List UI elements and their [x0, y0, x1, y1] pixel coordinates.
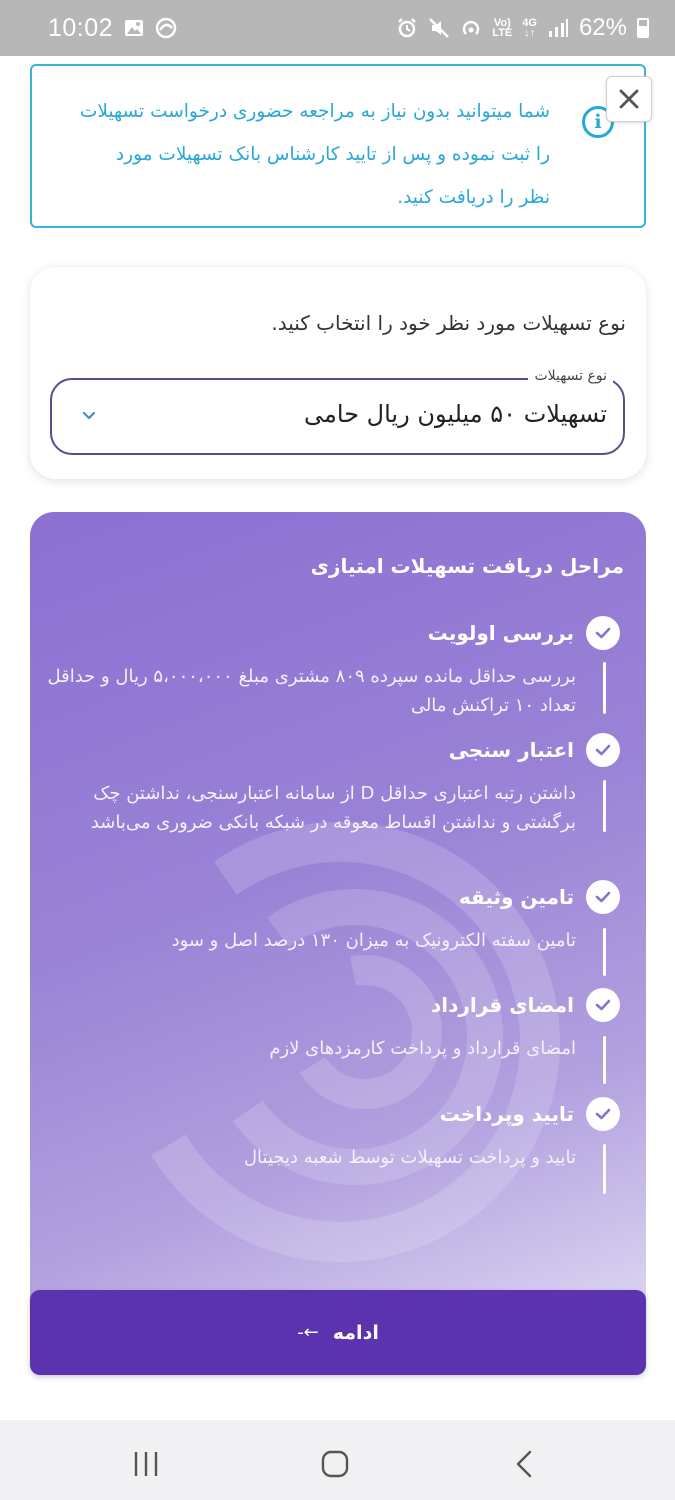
loan-steps-card [30, 512, 646, 1312]
step-2-title: اعتبار سنجی [448, 738, 574, 762]
status-bar-left [48, 14, 177, 43]
home-button[interactable] [315, 1444, 355, 1484]
system-navigation-bar [0, 1420, 675, 1500]
network-type: 4G [522, 17, 537, 29]
home-icon [320, 1449, 350, 1479]
status-bar-right [396, 14, 649, 42]
step-1-header [428, 616, 620, 650]
check-icon [586, 616, 620, 650]
app-notification-icon [155, 17, 177, 39]
arrow-left-icon: ←- [297, 1322, 319, 1343]
step-4-header [431, 988, 620, 1022]
loan-type-card [30, 267, 646, 479]
step-4-description: امضای قرارداد و پرداخت کارمزدهای لازم [269, 1038, 576, 1059]
step-1-title: بررسی اولویت [427, 621, 574, 645]
battery-percent: 62% [578, 14, 627, 41]
back-icon [510, 1449, 540, 1479]
continue-button-label: ادامه [332, 1321, 379, 1344]
battery-icon [637, 18, 649, 38]
check-icon [586, 880, 620, 914]
chevron-down-icon [80, 406, 98, 424]
status-time: 10:02 [48, 13, 114, 42]
signal-icon [547, 17, 569, 39]
step-5-header [440, 1097, 620, 1131]
info-icon: i [582, 106, 614, 138]
step-3-description: تامین سفته الکترونیک به میزان ۱۳۰ درصد اصل و سود [171, 930, 576, 951]
step-1-line [603, 662, 606, 714]
hotspot-icon [460, 17, 482, 39]
step-5-title: تایید وپرداخت [439, 1102, 574, 1126]
volte-top: Vo) [493, 17, 511, 29]
continue-button[interactable] [30, 1290, 646, 1375]
loan-type-selected-value: تسهیلات ۵۰ میلیون ریال حامی [304, 400, 607, 428]
volte-indicator [492, 18, 512, 38]
check-icon [586, 733, 620, 767]
step-1-description: بررسی حداقل مانده سپرده ۸۰۹ مشتری مبلغ ۵،۰۰۰،۰۰۰ ریال و حداقل تعداد ۱۰ تراکنش مالی [47, 666, 576, 716]
step-5-description: تایید و پرداخت تسهیلات توسط شعبه دیجیتال [243, 1147, 576, 1168]
info-banner-text: شما میتوانید بدون نیاز به مراجعه حضوری درخواست تسهیلات را ثبت نموده و پس از تایید کارشناس بانک تسهیلات مورد نظر را دریافت کنید. [79, 101, 550, 208]
status-bar [0, 0, 675, 56]
gallery-notification-icon [123, 17, 145, 39]
back-button[interactable] [505, 1444, 545, 1484]
step-2-description: داشتن رتبه اعتباری حداقل D از سامانه اعتبارسنجی، نداشتن چک برگشتی و نداشتن اقساط معوقه در شبکه بانکی ضروری می‌باشد [90, 783, 576, 833]
step-3-header [459, 880, 620, 914]
recent-apps-icon [131, 1449, 161, 1479]
loan-type-select[interactable] [50, 368, 625, 455]
step-5-line [603, 1144, 606, 1194]
step-2-line [603, 780, 606, 832]
loan-type-prompt: نوع تسهیلات مورد نظر خود را انتخاب کنید. [271, 311, 626, 335]
mute-icon [428, 17, 450, 39]
step-3-title: تامین وثیقه [458, 885, 574, 909]
close-button[interactable] [606, 76, 652, 122]
step-2-header [449, 733, 620, 767]
step-3-line [603, 928, 606, 976]
step-4-line [603, 1036, 606, 1084]
info-banner [30, 64, 646, 228]
steps-title: مراحل دریافت تسهیلات امتیازی [310, 554, 624, 578]
check-icon [586, 988, 620, 1022]
recent-apps-button[interactable] [126, 1444, 166, 1484]
check-icon [586, 1097, 620, 1131]
step-4-title: امضای قرارداد [430, 993, 574, 1017]
loan-type-field-label: نوع تسهیلات [528, 368, 613, 384]
close-icon [618, 88, 640, 110]
volte-bottom: LTE [492, 27, 513, 39]
alarm-icon [396, 17, 418, 39]
network-indicator: 4G ↓↑ [522, 17, 537, 39]
